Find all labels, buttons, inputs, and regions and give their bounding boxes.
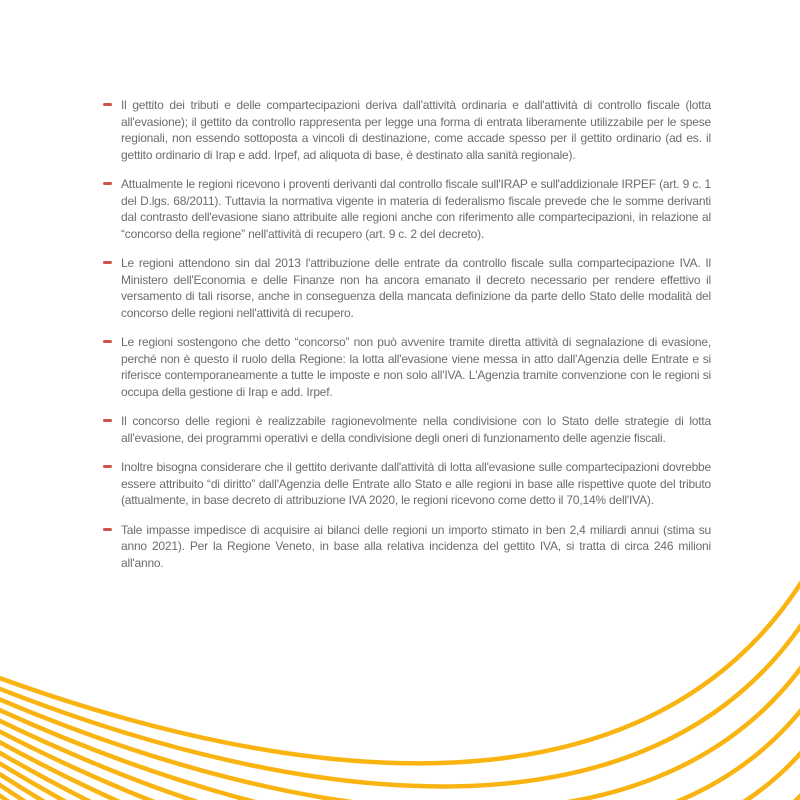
list-item bbox=[103, 459, 711, 509]
wave-line bbox=[0, 729, 800, 800]
dash-bullet-icon bbox=[103, 103, 112, 106]
wave-line bbox=[0, 704, 800, 800]
bullet-text: Tale impasse impedisce di acquisire ai bilanci delle regioni un importo stimato in ben 2,4 miliardi annui (stima su anno 2021). Per la Regione Veneto, in base alla relativa incidenza del gettito IVA, si tratta di circa 246 milioni all'anno. bbox=[121, 522, 711, 570]
dash-bullet-icon bbox=[103, 340, 112, 343]
wave-line bbox=[0, 618, 800, 786]
bullet-text: Le regioni attendono sin dal 2013 l'attribuzione delle entrate da controllo fiscale sulla compartecipazione IVA. Il Ministero dell'Economia e delle Finanze non ha ancora emanato il decreto necessario per rendere effettivo il versamento di tali risorse, anche in conseguenza della mancata definizione da parte dello Stato delle modalità del concorso delle regioni nell'attività di recupero. bbox=[121, 256, 711, 320]
list-item bbox=[103, 413, 711, 446]
bullet-text: Il concorso delle regioni è realizzabile ragionevolmente nella condivisione con lo Stato delle strategie di lotta all'evasione, dei programmi operativi e della condivisione degli oneri di funzionamento delle agenzie fiscali. bbox=[121, 414, 711, 445]
list-item bbox=[103, 176, 711, 242]
wave-line bbox=[0, 661, 800, 800]
dash-bullet-icon bbox=[103, 528, 112, 531]
wave-line bbox=[0, 760, 800, 800]
bullet-text: Attualmente le regioni ricevono i proventi derivanti dal controllo fiscale sull'IRAP e sull'addizionale IRPEF (art. 9 c. 1 del D.lgs. 68/2011). Tuttavia la normativa vigente in materia di federalismo fiscale prevede che le somme derivanti dal contrasto dell'evasione siano attribuite alle regioni anche con riferimento alle compartecipazioni, in relazione al “concorso della regione” nell'attività di recupero (art. 9 c. 2 del decreto). bbox=[121, 177, 711, 241]
wave-line bbox=[0, 718, 800, 800]
wave-line bbox=[0, 781, 800, 800]
list-item bbox=[103, 255, 711, 321]
wave-line bbox=[0, 792, 800, 800]
dash-bullet-icon bbox=[103, 465, 112, 468]
bullet-text: Il gettito dei tributi e delle compartecipazioni deriva dall'attività ordinaria e dall'attività di controllo fiscale (lotta all'evasione); il gettito da controllo rappresenta per legge una forma di entrata liberamente utilizzabile per le spese regionali, non essendo sottoposta a vincoli di destinazione, come accade spesso per il gettito ordinario (ad es. il gettito ordinario di Irap e add. Irpef, ad aliquota di base, è destinato alla sanità regionale). bbox=[121, 98, 711, 162]
list-item bbox=[103, 522, 711, 572]
wave-line bbox=[0, 739, 800, 800]
dash-bullet-icon bbox=[103, 182, 112, 185]
bullet-list bbox=[103, 97, 711, 584]
bullet-text: Inoltre bisogna considerare che il gettito derivante dall'attività di lotta all'evasione sulle compartecipazioni dovrebbe essere attribuito “di diritto” dall'Agenzia delle Entrate allo Stato e alle regioni in base alle rispettive quote del tributo (attualmente, in base decreto di attribuzione IVA 2020, le regioni ricevono come detto il 70,14% dell'IVA). bbox=[121, 460, 711, 507]
dash-bullet-icon bbox=[103, 419, 112, 422]
list-item bbox=[103, 97, 711, 163]
bullet-text: Le regioni sostengono che detto “concorso” non può avvenire tramite diretta attività di segnalazione di evasione, perché non è questo il ruolo della Regione: la lotta all'evasione viene messa in atto dall'Agenzia delle Entrate e si riferisce contemporaneamente a tutte le imposte e non solo all'IVA. L'Agenzia tramite convenzione con le regioni si occupa della gestione di Irap e add. Irpef. bbox=[121, 335, 711, 399]
wave-line bbox=[0, 771, 800, 800]
dash-bullet-icon bbox=[103, 261, 112, 264]
list-item bbox=[103, 334, 711, 400]
wave-line bbox=[0, 750, 800, 800]
wave-line bbox=[0, 575, 800, 763]
